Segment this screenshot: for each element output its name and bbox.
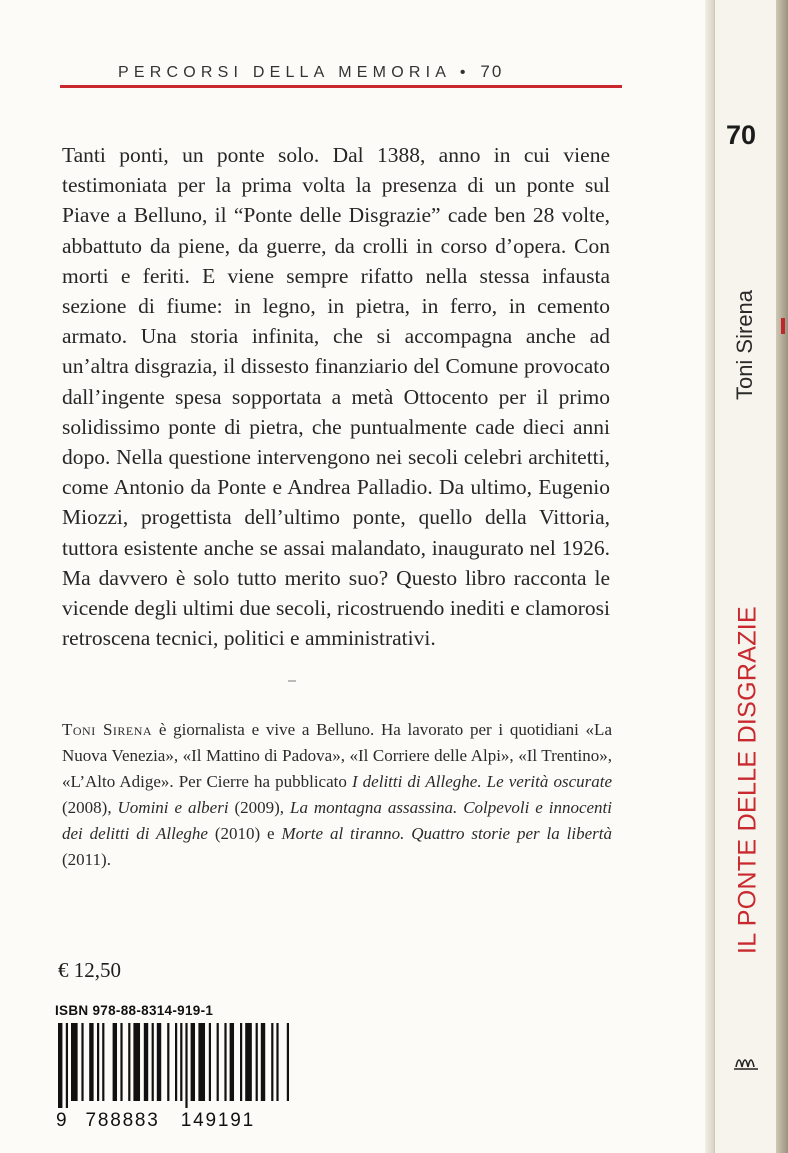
bio-book-4: Morte al tiranno. Quattro storie per la libertà	[281, 824, 612, 843]
barcode-bar	[157, 1023, 161, 1101]
barcode-bar	[144, 1023, 148, 1101]
barcode-bar	[240, 1023, 242, 1101]
series-header	[60, 60, 620, 90]
barcode-bar	[58, 1023, 62, 1108]
barcode-bar	[230, 1023, 234, 1101]
series-name: PERCORSI DELLA MEMORIA	[118, 64, 451, 81]
barcode-bar	[191, 1023, 195, 1101]
barcode-bar	[198, 1023, 205, 1101]
spine-edge	[776, 0, 788, 1153]
barcode-bar	[245, 1023, 252, 1101]
barcode-bar	[271, 1023, 273, 1101]
bio-book-3: La montagna assassina. Colpevoli e innocenti dei delitti di Alleghe	[62, 798, 612, 843]
barcode-bar	[224, 1023, 226, 1101]
blurb-text: Tanti ponti, un ponte solo. Dal 1388, anno in cui viene testimoniata per la prima volta la presenza di un ponte sul Piave a Belluno, il “Ponte delle Disgrazie” cade ben 28 volte, abbattuto da piene, da guerre, da crolli in corso d’opera. Con morti e feriti. E viene sempre rifatto nella stessa infausta sezione di fiume: in legno, in pietra, in ferro, in cemento armato. Una storia infinita, che si accompagna anche ad un’altra disgrazia, il dissesto finanziario del Comune provocato dall’ingente spesa sopportata a metà Ottocento per il primo solidissimo ponte di pietra, che puntualmente cade dieci anni dopo. Nella questione intervengono nei secoli celebri architetti, come Antonio da Ponte e Andrea Palladio. Da ultimo, Eugenio Miozzi, progettista dell’ultimo ponte, quello della Vittoria, tuttora esistente anche se assai malandato, inaugurato nel 1926. Ma davvero è solo tutto merito suo? Questo libro racconta le vicende degli ultimi due secoli, ricostruendo inediti e clamorosi retroscena tecnici, politici e amministrativi.	[62, 143, 610, 651]
barcode-bar	[256, 1023, 258, 1101]
spine-red-mark	[781, 318, 785, 334]
barcode-bar	[133, 1023, 140, 1101]
bio-year-2: (2009),	[228, 798, 290, 817]
barcode-digits-left: 788883	[85, 1110, 160, 1131]
barcode-bar	[97, 1023, 99, 1101]
barcode-digit-first: 9	[56, 1110, 69, 1131]
spine	[714, 0, 777, 1153]
price: € 12,50	[58, 958, 121, 982]
bio-year-1: (2008),	[62, 798, 118, 817]
bio-book-1: I delitti di Alleghe. Le verità oscurate	[351, 772, 612, 791]
barcode-digits	[56, 1110, 296, 1132]
barcode-digits-right: 149191	[180, 1110, 255, 1131]
barcode-bar	[276, 1023, 278, 1101]
isbn-label: ISBN 978-88-8314-919-1	[55, 1003, 214, 1018]
barcode-bar	[167, 1023, 169, 1101]
series-number: 70	[480, 62, 504, 81]
spine-number: 70	[726, 120, 757, 150]
bio-book-2: Uomini e alberi	[117, 798, 229, 817]
cover-edge	[705, 0, 714, 1153]
barcode-bar	[113, 1023, 117, 1101]
spine-author: Toni Sirena	[732, 289, 757, 401]
barcode-bar	[185, 1023, 187, 1108]
barcode-bar	[180, 1023, 182, 1101]
barcode-bar	[209, 1023, 211, 1101]
bio-text: è giornalista e vive a Belluno. Ha lavorato per i quotidiani «La Nuova Venezia», «Il Mattino di Padova», «Il Corriere delle Alpi», «Il Trentino», «L’Alto Adige». Per Cierre ha pubblicato	[62, 720, 612, 791]
barcode-bar	[217, 1023, 219, 1101]
barcode-bar	[261, 1023, 265, 1101]
blurb	[62, 140, 610, 653]
barcode-bar	[81, 1023, 83, 1101]
print-smudge	[288, 680, 296, 682]
barcode-bar	[120, 1023, 122, 1101]
author-bio	[62, 717, 612, 873]
header-rule	[60, 85, 622, 88]
barcode-bar	[152, 1023, 154, 1101]
bio-author-name: Toni Sirena	[62, 720, 153, 739]
barcode-bar	[287, 1023, 289, 1101]
barcode-bar	[102, 1023, 104, 1101]
bio-year-3: (2010) e	[207, 824, 282, 843]
barcode-bar	[66, 1023, 68, 1108]
barcode-bar	[175, 1023, 177, 1101]
barcode-bar	[89, 1023, 93, 1101]
barcode-bars	[56, 1023, 296, 1108]
barcode-bar	[71, 1023, 78, 1101]
series-separator: •	[459, 64, 471, 81]
bio-year-4: (2011).	[62, 850, 111, 869]
barcode-bar	[128, 1023, 130, 1101]
cierre-logo-icon	[731, 1045, 761, 1075]
spine-title: IL PONTE DELLE DISGRAZIE	[733, 605, 762, 955]
